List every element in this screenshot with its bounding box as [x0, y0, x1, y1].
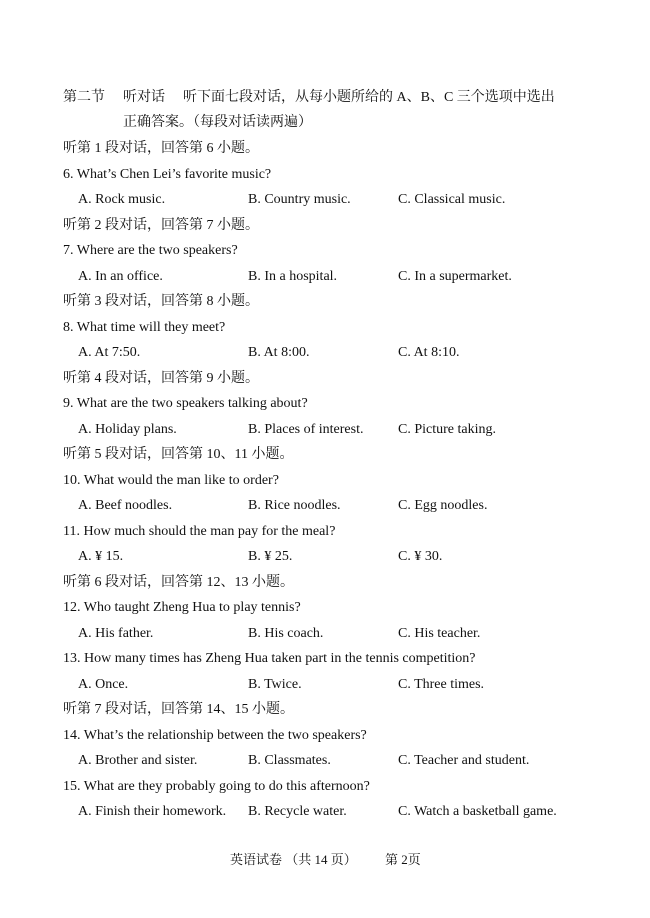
answer-options: [0, 494, 650, 518]
option-b: B. His coach.: [248, 625, 324, 641]
answer-options: [0, 265, 650, 289]
option-c: C. Three times.: [398, 676, 485, 692]
option-a: A. Finish their homework.: [78, 804, 227, 819]
option-c: C. Picture taking.: [398, 421, 496, 437]
question-text: 12. Who taught Zheng Hua to play tennis?: [63, 600, 301, 615]
option-b: B. Classmates.: [248, 753, 331, 768]
question: [0, 647, 650, 671]
option-a: A. At 7:50.: [78, 345, 141, 360]
option-b: B. In a hospital.: [248, 268, 338, 284]
question-text: 10. What would the man like to order?: [63, 472, 279, 488]
question-text: 14. What’s the relationship between the two speakers?: [63, 727, 367, 743]
question: [0, 392, 650, 416]
question-text: 9. What are the two speakers talking about?: [63, 396, 308, 411]
question-text: 15. What are they probably going to do this afternoon?: [63, 778, 370, 794]
option-b: B. Country music.: [248, 192, 351, 207]
dialogue-instruction: [0, 290, 650, 314]
option-a: A. Beef noodles.: [78, 498, 173, 513]
option-c: C. At 8:10.: [398, 345, 460, 360]
question-text: 6. What’s Chen Lei’s favorite music?: [63, 166, 272, 182]
option-b: B. Twice.: [248, 676, 302, 692]
section-heading: [0, 86, 650, 110]
question: [0, 596, 650, 620]
section-title: 听对话: [123, 90, 165, 105]
question-text: 7. Where are the two speakers?: [63, 243, 238, 258]
dialogue-instruction: [0, 443, 650, 467]
question: [0, 469, 650, 493]
dialogue-instruction-text: 听第 1 段对话，回答第 6 小题。: [63, 141, 259, 156]
option-c: C. ¥ 30.: [398, 549, 443, 564]
footer-page-number: 第 2页: [385, 852, 421, 867]
dialogue-instruction-text: 听第 6 段对话，回答第 12、13 小题。: [63, 574, 294, 590]
dialogue-instruction: [0, 137, 650, 161]
question-text: 8. What time will they meet?: [63, 319, 226, 335]
option-c: C. Watch a basketball game.: [398, 804, 557, 819]
dialogue-instruction-text: 听第 2 段对话，回答第 7 小题。: [63, 217, 259, 233]
question: [0, 316, 650, 340]
question-text: 13. How many times has Zheng Hua taken part in the tennis competition?: [63, 651, 476, 666]
option-a: A. In an office.: [78, 268, 163, 284]
answer-options: [0, 341, 650, 365]
answer-options: [0, 800, 650, 824]
option-a: A. Rock music.: [78, 192, 166, 207]
dialogue-instruction: [0, 571, 650, 595]
question: [0, 163, 650, 187]
dialogue-instruction-text: 听第 7 段对话，回答第 14、15 小题。: [63, 702, 294, 717]
option-a: A. Once.: [78, 676, 129, 692]
page-footer: [0, 850, 650, 870]
dialogue-instruction: [0, 367, 650, 391]
option-c: C. Classical music.: [398, 192, 506, 207]
option-a: A. His father.: [78, 625, 154, 641]
dialogue-instruction-text: 听第 4 段对话，回答第 9 小题。: [63, 370, 259, 386]
dialogue-instruction: [0, 698, 650, 722]
answer-options: [0, 673, 650, 697]
answer-options: [0, 418, 650, 442]
option-c: C. Egg noodles.: [398, 498, 488, 513]
section-label: 第二节: [63, 90, 105, 105]
dialogue-instruction-text: 听第 3 段对话，回答第 8 小题。: [63, 294, 259, 309]
footer-exam-info: 英语试卷 （共 14 页）: [230, 852, 357, 867]
question: [0, 239, 650, 263]
answer-options: [0, 749, 650, 773]
option-c: C. Teacher and student.: [398, 753, 530, 768]
dialogue-instruction-text: 听第 5 段对话，回答第 10、11 小题。: [63, 447, 294, 462]
option-b: B. Rice noodles.: [248, 498, 341, 513]
question: [0, 520, 650, 544]
section-heading-cont: [0, 111, 650, 135]
option-b: B. At 8:00.: [248, 345, 310, 360]
option-a: A. Brother and sister.: [78, 753, 198, 768]
option-b: B. Places of interest.: [248, 421, 364, 437]
section-instruction-line1: 听下面七段对话，从每小题所给的 A、B、C 三个选项中选出: [183, 90, 555, 105]
answer-options: [0, 622, 650, 646]
option-a: A. Holiday plans.: [78, 421, 177, 437]
question-text: 11. How much should the man pay for the meal?: [63, 523, 336, 539]
question: [0, 775, 650, 799]
section-instruction-line2: 正确答案。（每段对话读两遍）: [123, 115, 312, 130]
option-b: B. Recycle water.: [248, 804, 347, 819]
dialogue-instruction: [0, 214, 650, 238]
option-a: A. ¥ 15.: [78, 549, 124, 564]
question: [0, 724, 650, 748]
option-c: C. In a supermarket.: [398, 268, 512, 284]
answer-options: [0, 188, 650, 212]
option-c: C. His teacher.: [398, 625, 481, 641]
answer-options: [0, 545, 650, 569]
option-b: B. ¥ 25.: [248, 549, 293, 564]
